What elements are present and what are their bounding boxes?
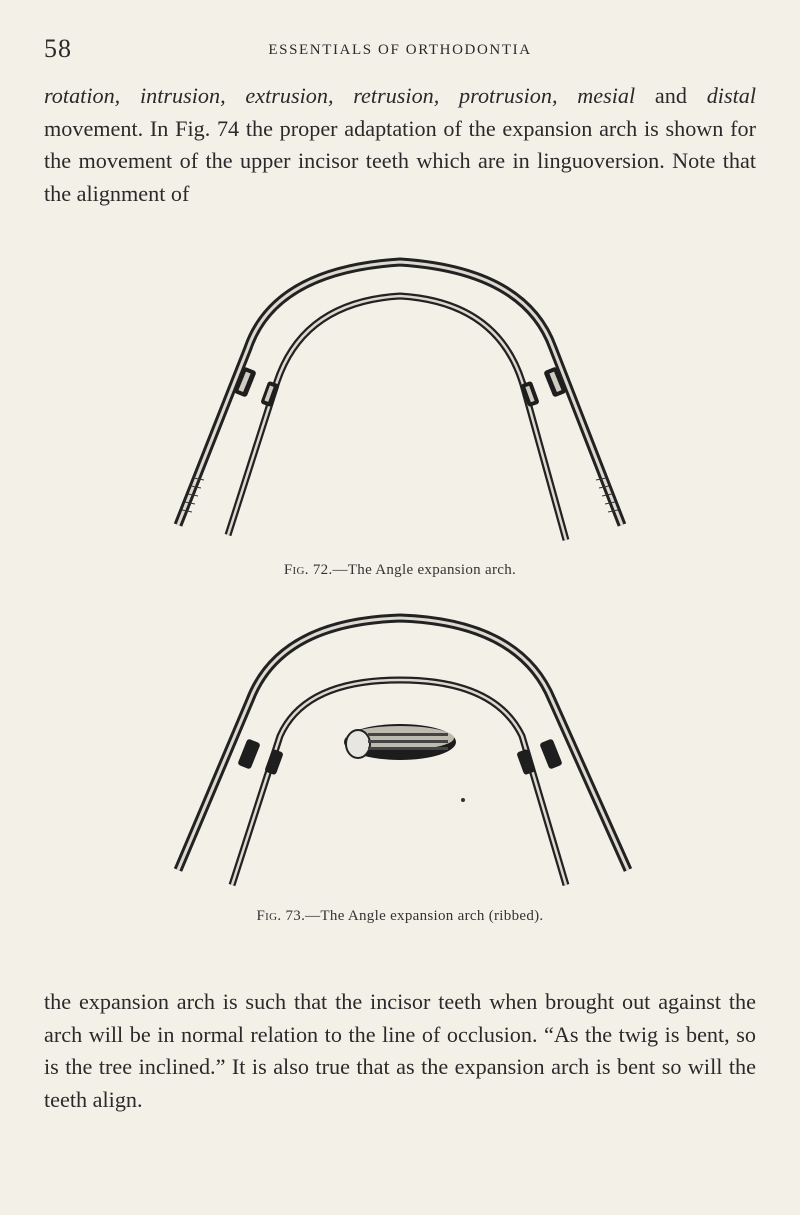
paragraph-top-text: movement. In Fig. 74 the proper adaptation of the expansion arch is shown for the movement of the upper incisor teeth which are in linguoversion. Note that the alignment of: [44, 115, 756, 206]
figure-72: [0, 240, 800, 580]
figure-73: [0, 600, 800, 930]
ribbed-section: [344, 724, 456, 760]
figure-73-caption-text: —The Angle expansion arch (ribbed).: [305, 908, 544, 924]
figure-73-label: Fig. 73.: [256, 908, 306, 924]
figure-73-caption: [0, 908, 800, 925]
running-head: ESSENTIALS OF ORTHODONTIA: [268, 42, 532, 58]
and-word: and: [654, 83, 687, 108]
expansion-arch-illustration: [0, 240, 800, 560]
inner-arch-wire: [228, 296, 566, 540]
inner-arch-wire: [232, 680, 566, 885]
figure-72-caption: [0, 562, 800, 579]
figure-72-caption-text: —The Angle expansion arch.: [332, 562, 517, 578]
italic-distal: distal: [706, 83, 757, 108]
ribbed-expansion-arch-illustration: [0, 600, 800, 900]
left-inner-nut: [260, 381, 279, 408]
italic-terms: rotation, intrusion, extrusion, retrusion, protrusion, mesial: [44, 83, 636, 108]
page-number: 58: [44, 34, 72, 63]
figure-72-label: Fig. 72.: [283, 562, 333, 578]
paragraph-bottom: the expansion arch is such that the incisor teeth when brought out against the arch will be in normal relation to the line of occlusion. “As the twig is bent, so is the tree inclined.” It is also true that as the expansion arch is bent so will the teeth align.: [44, 989, 756, 1112]
paragraph-top: [44, 80, 756, 210]
page-header: [44, 34, 756, 64]
